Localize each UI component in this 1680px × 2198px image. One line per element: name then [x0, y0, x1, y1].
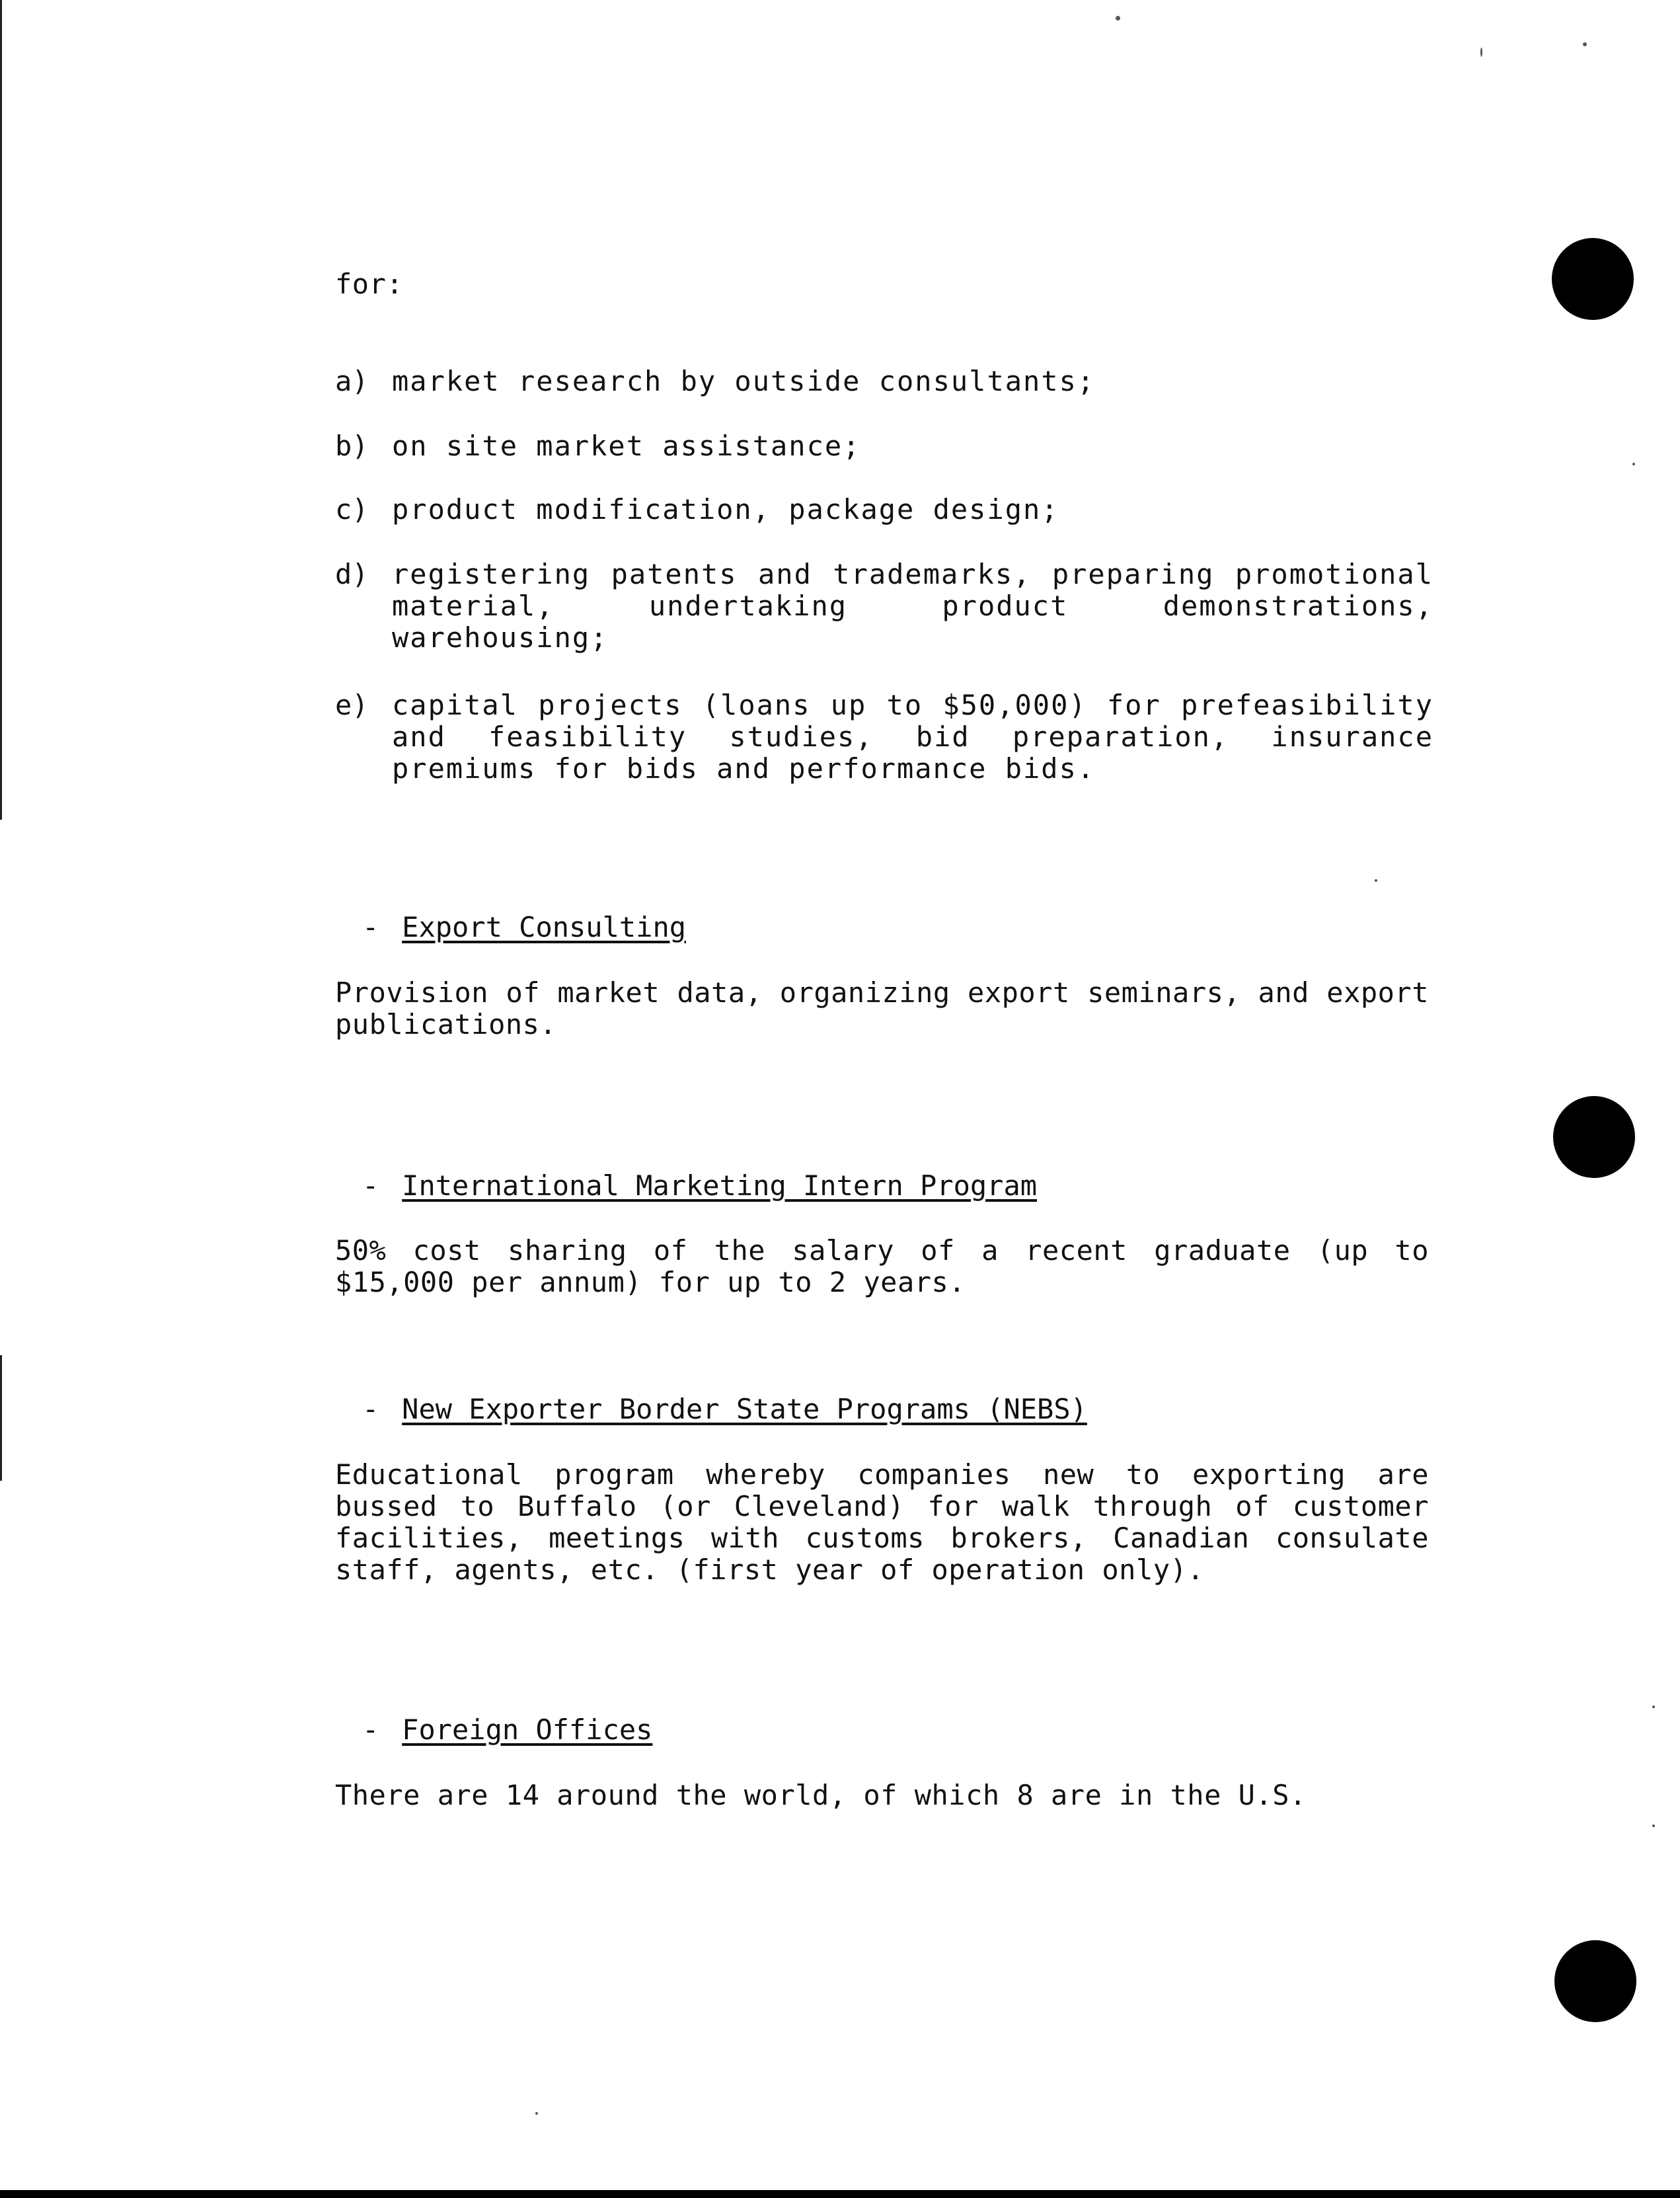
heading-dash: -	[362, 1169, 379, 1202]
scan-speck	[535, 2112, 538, 2115]
list-item-text: capital projects (loans up to $50,000) for prefeasibility and feasibility studies, bid preparation, insurance premiums for bids and performance bids.	[392, 689, 1433, 785]
section-body-nebs: Educational program whereby companies new to exporting are bussed to Buffalo (or Cleveland) for walk through of customer facilities, meetings with customs brokers, Canadian consulate staff, agents, etc. (first year of operation only).	[335, 1458, 1429, 1586]
heading-title: Foreign Offices	[402, 1713, 653, 1746]
heading-dash: -	[362, 1393, 379, 1425]
heading-title: International Marketing Intern Program	[402, 1169, 1038, 1202]
scan-speck	[1583, 42, 1587, 46]
section-heading-export-consulting	[295, 880, 686, 975]
section-body-foreign-offices: There are 14 around the world, of which 8 are in the U.S.	[335, 1779, 1307, 1811]
scan-bottom-edge	[0, 2190, 1680, 2198]
intro-text: for:	[335, 268, 404, 300]
section-heading-intern-program	[295, 1138, 1037, 1234]
scan-speck	[1652, 1825, 1655, 1827]
list-marker: b)	[335, 430, 369, 462]
punch-hole-top	[1552, 238, 1634, 320]
scan-speck	[1375, 879, 1377, 882]
scan-speck	[1632, 463, 1635, 465]
list-item-text: product modification, package design;	[392, 493, 1059, 526]
list-marker: e)	[335, 689, 369, 721]
page-edge-shadow-lower	[0, 1355, 2, 1481]
scan-speck	[1116, 16, 1120, 20]
list-item-text: on site market assistance;	[392, 430, 861, 462]
list-marker: d)	[335, 558, 369, 590]
heading-dash: -	[362, 911, 379, 943]
list-marker: c)	[335, 493, 369, 526]
list-item-text: market research by outside consultants;	[392, 365, 1096, 397]
scan-speck	[1652, 1706, 1655, 1708]
page-edge-shadow	[0, 0, 2, 820]
section-heading-nebs	[295, 1362, 1087, 1457]
list-marker: a)	[335, 365, 369, 397]
punch-hole-middle	[1553, 1096, 1635, 1178]
section-body-intern-program: 50% cost sharing of the salary of a recent graduate (up to $15,000 per annum) for up to 2 years.	[335, 1234, 1429, 1298]
heading-dash: -	[362, 1713, 379, 1746]
punch-hole-bottom	[1554, 1940, 1636, 2022]
section-body-export-consulting: Provision of market data, organizing export seminars, and export publications.	[335, 976, 1429, 1040]
list-item-text: registering patents and trademarks, preparing promotional material, undertaking product demonstrations, warehousing;	[392, 558, 1433, 654]
heading-title: New Exporter Border State Programs (NEBS)	[402, 1393, 1087, 1425]
scan-speck	[1480, 48, 1482, 57]
heading-title: Export Consulting	[402, 911, 687, 943]
section-heading-foreign-offices	[295, 1682, 652, 1778]
